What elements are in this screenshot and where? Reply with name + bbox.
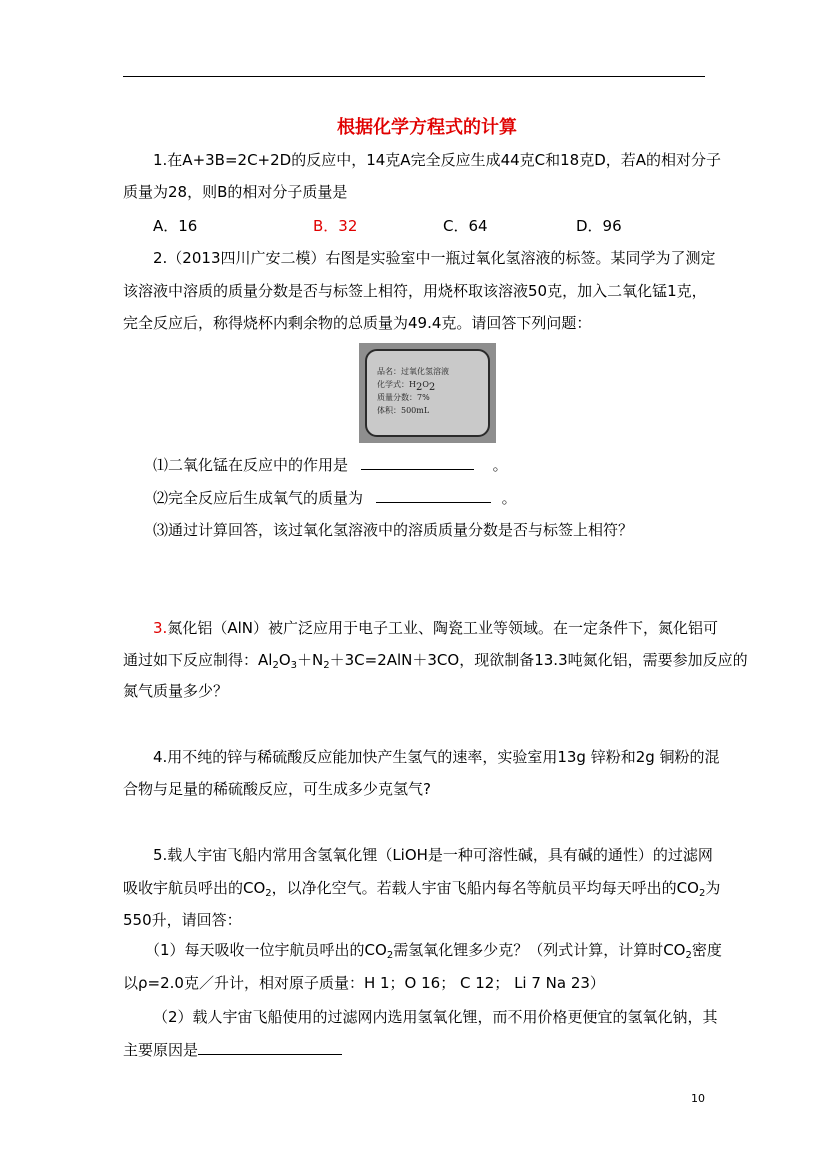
q5-sub2-line1: （2）载人宇宙飞船使用的过滤网内选用氢氧化锂，而不用价格更便宜的氢氧化钠，其 (153, 1008, 718, 1026)
label-name: 品名：过氧化氢溶液 (377, 367, 449, 376)
q1-option-d: D．96 (576, 217, 622, 235)
q5-sub1-line1: （1）每天吸收一位宇航员呼出的$CO_2$需氢氧化锂多少克？（列式计算，计算时$CO_2$密度 (145, 941, 722, 961)
q2-line1: 2.（2013四川广安二模）右图是实验室中一瓶过氧化氢溶液的标签。某同学为了测定 (153, 249, 716, 267)
q1-option-c: C．64 (443, 217, 488, 235)
page-number: 10 (691, 1092, 705, 1105)
q3-line2: 通过如下反应制得：$Al_2O_3+N_2+3C=2AlN+3CO$，现欲制备13.3吨氮化铝，需要参加反应的 (123, 651, 748, 671)
q5-line3: 550升，请回答： (123, 911, 242, 929)
q5-sub2-line2: 主要原因是 (123, 1040, 342, 1060)
q2-sub3: ⑶通过计算回答，该过氧化氢溶液中的溶质质量分数是否与标签上相符？ (153, 521, 634, 539)
q3-number: 3. (153, 619, 168, 637)
page-title: 根据化学方程式的计算 (337, 117, 517, 138)
q2-sub2: ⑵完全反应后生成氧气的质量为 。 (153, 489, 517, 507)
q5-line2: 吸收宇航员呼出的$CO_2$，以净化空气。若载人宇宙飞船内每名等航员平均每天呼出的$CO_2$为 (123, 879, 721, 899)
header-rule (123, 76, 705, 77)
label-formula: 化学式：$H_2O_2$ (377, 380, 436, 393)
label-fraction: 质量分数：7% (377, 393, 430, 402)
q5-sub1-line2: 以ρ=2.0克／升计，相对原子质量：H 1；O 16； C 12； Li 7 Na 23） (123, 974, 605, 992)
q2-line3: 完全反应后，称得烧杯内剩余物的总质量为49.4克。请回答下列问题： (123, 314, 592, 332)
q2-sub1-answer-blank[interactable] (361, 455, 474, 470)
q1-option-b: B．32 (313, 217, 358, 235)
q3-line3: 氮气质量多少？ (123, 682, 229, 700)
reagent-label-frame (365, 349, 490, 437)
q4-line2: 合物与足量的稀硫酸反应，可生成多少克氢气? (123, 780, 431, 798)
q4-line1: 4.用不纯的锌与稀硫酸反应能加快产生氢气的速率，实验室用13g 锌粉和2g 铜粉的混 (153, 748, 720, 766)
label-volume: 体积：500mL (377, 406, 430, 415)
q2-line2: 该溶液中溶质的质量分数是否与标签上相符，用烧杯取该溶液50克，加入二氧化锰1克， (123, 282, 707, 300)
q1-line2: 质量为28，则B的相对分子质量是 (123, 183, 348, 201)
q2-sub1: ⑴二氧化锰在反应中的作用是 。 (153, 456, 508, 474)
q2-sub2-answer-blank[interactable] (376, 488, 491, 503)
q5-sub2-answer-blank[interactable] (198, 1040, 342, 1055)
reagent-label-text (377, 365, 449, 417)
q1-line1: 1.在A+3B=2C+2D的反应中，14克A完全反应生成44克C和18克D，若A的相对分子 (153, 151, 722, 169)
reagent-label-photo (359, 343, 496, 443)
q5-line1: 5.载人宇宙飞船内常用含氢氧化锂（LiOH是一种可溶性碱，具有碱的通性）的过滤网 (153, 846, 713, 864)
q3-line1: 3.氮化铝（AlN）被广泛应用于电子工业、陶瓷工业等领域。在一定条件下，氮化铝可 (153, 619, 718, 637)
q1-option-a: A．16 (153, 217, 198, 235)
